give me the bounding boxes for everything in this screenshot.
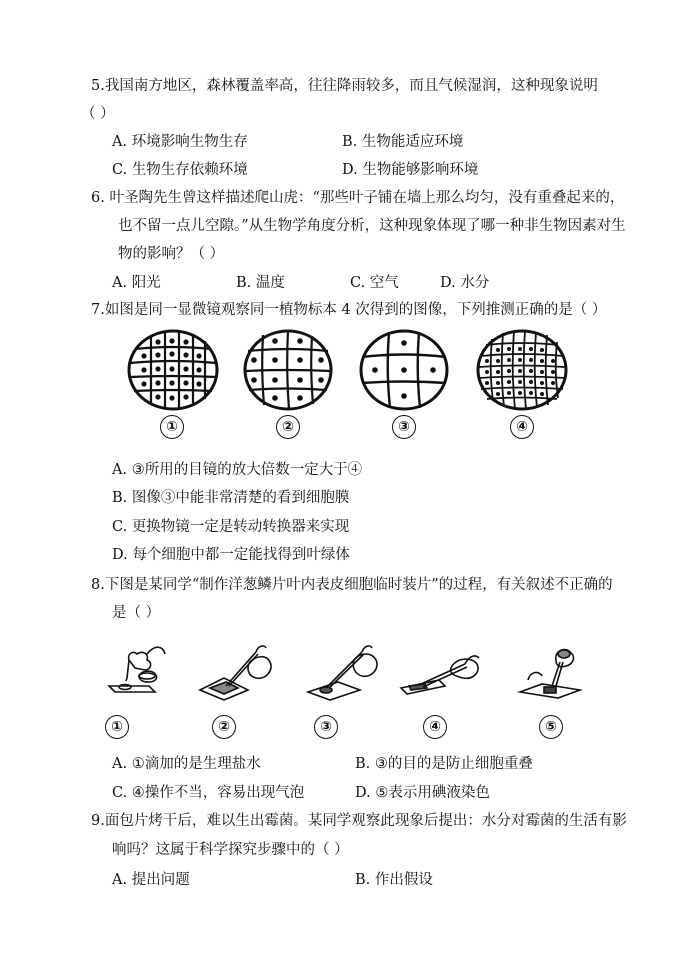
- q8-stem-line2: 是（ ）: [112, 605, 161, 621]
- q8-step-5-illustration: [516, 640, 586, 702]
- q7-option-c: C. 更换物镜一定是转动转换器来实现: [112, 519, 350, 535]
- q6-option-b: B. 温度: [236, 275, 285, 291]
- q6-option-a: A. 阳光: [112, 275, 161, 291]
- q6-stem-line1: 6. 叶圣陶先生曾这样描述爬山虎：“那些叶子铺在墙上那么均匀，没有重叠起来的，: [91, 190, 625, 206]
- q8-step-1-illustration: [103, 640, 171, 700]
- q9-option-a: A. 提出问题: [112, 872, 190, 888]
- q7-label-4: ④: [510, 415, 534, 439]
- q8-label-4: ④: [423, 715, 447, 739]
- q7-option-b: B. 图像③中能非常清楚的看到细胞膜: [112, 490, 350, 506]
- q9-stem-line2: 响吗？这属于科学探究步骤中的（ ）: [112, 842, 349, 858]
- q5-option-d: D. 生物能够影响环境: [342, 162, 479, 178]
- q9-stem-line1: 9.面包片烤干后，难以生出霉菌。某同学观察此现象后提出：水分对霉菌的生活有影: [91, 813, 627, 829]
- q5-option-a: A. 环境影响生物生存: [112, 134, 248, 150]
- q5-option-b: B. 生物能适应环境: [342, 134, 464, 150]
- q8-step-4-illustration: [399, 648, 483, 698]
- q8-label-5: ⑤: [539, 715, 563, 739]
- q8-label-3: ③: [314, 715, 338, 739]
- q8-option-d: D. ⑤表示用碘液染色: [355, 785, 490, 801]
- q7-option-d: D. 每个细胞中都一定能找得到叶绿体: [112, 547, 350, 563]
- q8-option-c: C. ④操作不当，容易出现气泡: [112, 785, 305, 801]
- q6-stem-line2: 也不留一点儿空隙。”从生物学角度分析，这种现象体现了哪一种非生物因素对生: [118, 218, 626, 234]
- q7-microscope-view-4: [476, 329, 568, 411]
- q8-label-1: ①: [105, 715, 129, 739]
- q7-stem: 7.如图是同一显微镜观察同一植物标本 4 次得到的图像，下列推测正确的是（ ）: [91, 302, 607, 318]
- q6-stem-line3: 物的影响？（ ）: [118, 246, 225, 262]
- q7-microscope-view-2: [243, 329, 333, 411]
- q6-option-c: C. 空气: [350, 275, 399, 291]
- q7-option-a: A. ③所用的目镜的放大倍数一定大于④: [112, 462, 363, 478]
- q8-step-3-illustration: [304, 640, 384, 702]
- q8-stem-line1: 8.下图是某同学“制作洋葱鳞片叶内表皮细胞临时装片”的过程，有关叙述不正确的: [91, 577, 613, 593]
- q9-option-b: B. 作出假设: [355, 872, 433, 888]
- q8-label-2: ②: [212, 715, 236, 739]
- q8-option-b: B. ③的目的是防止细胞重叠: [355, 756, 533, 772]
- q5-stem-line2: （ ）: [81, 106, 115, 122]
- q7-label-1: ①: [160, 415, 184, 439]
- q7-label-2: ②: [276, 415, 300, 439]
- q7-microscope-view-1: [127, 329, 219, 411]
- q6-option-d: D. 水分: [440, 275, 490, 291]
- q7-microscope-view-3: [359, 329, 449, 411]
- q5-stem-line1: 5.我国南方地区，森林覆盖率高，往往降雨较多，而且气候湿润，这种现象说明: [91, 78, 598, 94]
- q8-step-2-illustration: [196, 640, 276, 702]
- q7-label-3: ③: [392, 415, 416, 439]
- q8-option-a: A. ①滴加的是生理盐水: [112, 756, 261, 772]
- q5-option-c: C. 生物生存依赖环境: [112, 162, 248, 178]
